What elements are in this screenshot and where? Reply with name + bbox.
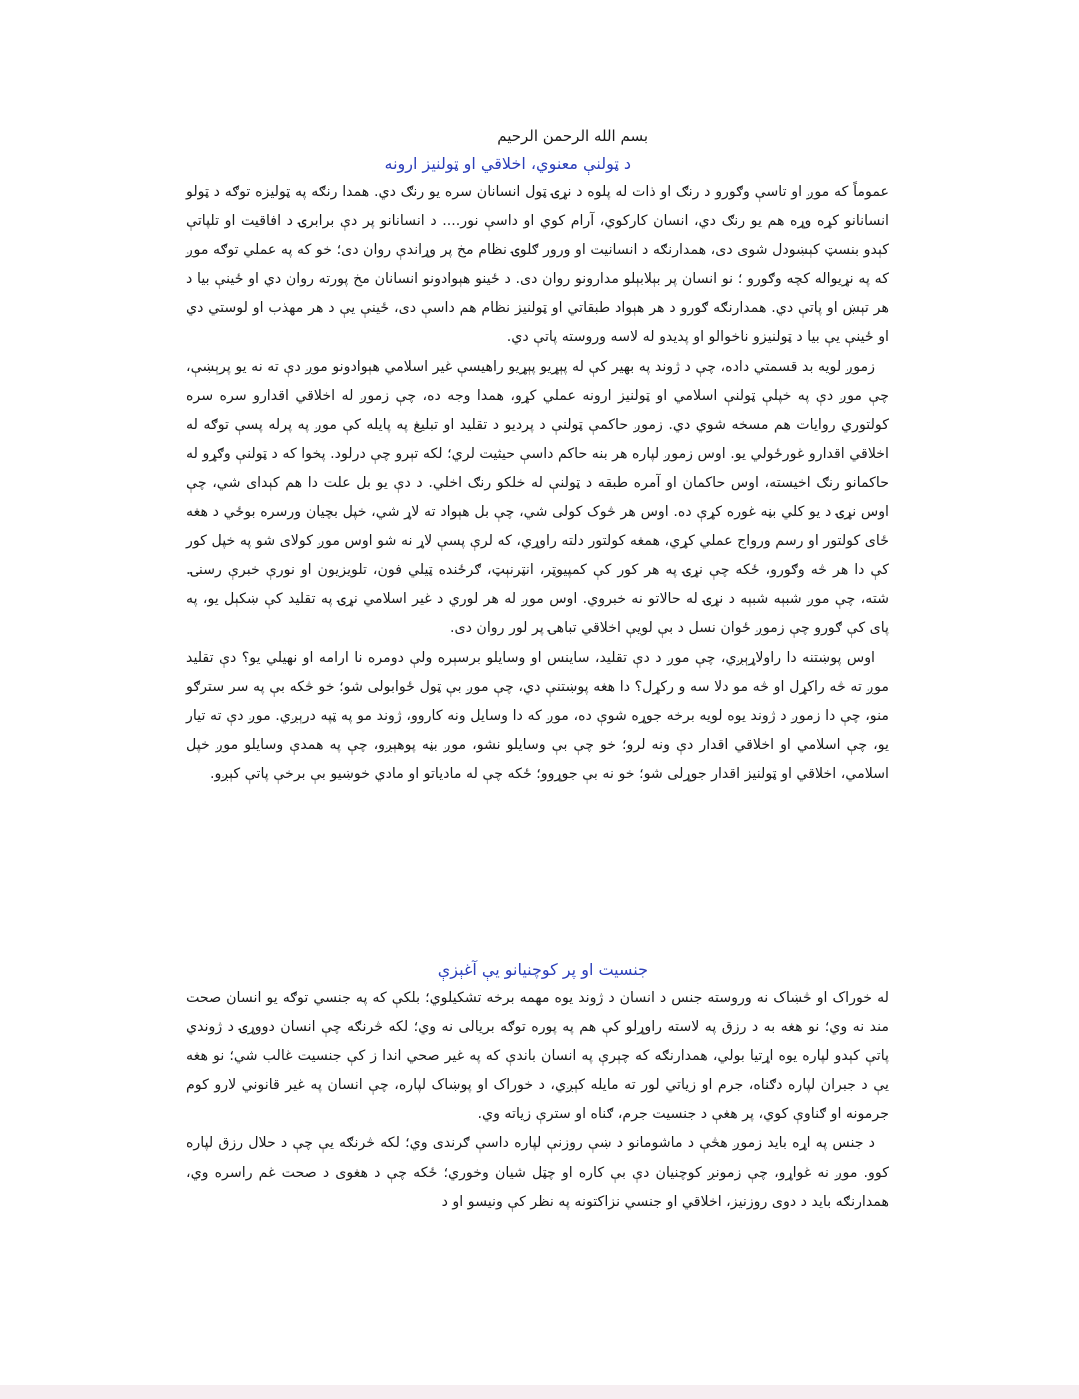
- section-1-paragraph-2: زموږ لویه بد قسمتي داده، چې د ژوند په بهیر کې له پېړیو پېړیو راهیسې غیر اسلامي هېوادونو موږ دې ته نه یو پرېښې، چې موږ دې په خپلې ټولنې اسلامي او ټولنیز ارونه عملي کړو، همدا وجه ده، چې زموږ له اخلاقي اقدارو سره سره کولتوري روایات هم مسخه شوي دي. زموږ حاکمې ټولنې د پردیو د تقلید او تبلیغ په پایله کې موږ په پرله پسې توګه له اخلاقي اقدارو غورځولي یو. اوس زموږ لپاره هر بنه حاکم داسې حیثیت لري؛ لکه تېرو چې درلود. پخوا که د ټولنې وګړو له حاکمانو رنګ اخیسته، اوس حاکمان او آمره طبقه د ټولنې له خلکو رنګ اخلي. د دې یو بل علت دا هم کېدای شي، چې اوس نړۍ د یو کلي بڼه غوره کړې ده. اوس هر څوک کولی شي، چې بل هېواد ته لاړ شي، خپل بچیان ورسره بوځي د هغه ځای کولتور او رسم ورواج عملي کړي، همغه کولتور دلته راوړي، که لرې پسې لاړ نه شو اوس موږ کولای شو په خپل کور کې دا هر څه وګورو، ځکه چې نړۍ په هر کور کې کمپیوټر، انټرنېټ، ګرځنده ټیلي فون، تلویزیون او نورې خبرې رسنۍ. شته، چې موږ شبېه شبېه د نړۍ له حالاتو نه خبروي. اوس موږ له هر لوري د غیر اسلامي نړۍ په تقلید کې ښکېل یو، په پای کې ګورو چې زموږ ځوان نسل د بې لویې اخلاقي تباهۍ پر لور روان دی.: [186, 358, 889, 637]
- section-2-paragraph-1: له خوراک او څښاک نه وروسته جنس د انسان د ژوند یوه مهمه برخه تشکیلوي؛ بلکې که په جنسي توګه یو انسان صحت مند نه وي؛ نو هغه به د رزق په لاسته راوړلو کې هم په پوره توګه بریالی نه وي؛ لکه څرنګه چې انسان دووړۍ د ژوندي پاتې کېدو لپاره یوه اړتیا بولي، همدارنګه که چېرې په انسان باندې که په غیر صحي اندا ز کې جنسیت غالب شي؛ نو هغه یې د جبران لپاره دګناه، جرم او زیاتي لور ته مایله کېږي، د خوراک او پوښاک لپاره، چې انسان په غیر قانوني لارو کوم جرمونه او ګناوې کوي، پر هغې د جنسیت جرم، ګناه او سترې زیاته وي.: [186, 990, 889, 1123]
- section-1-heading: د ټولنې معنوي، اخلاقي او ټولنیز ارونه: [384, 154, 631, 173]
- section-1-body: [186, 178, 889, 789]
- bismillah-line: بسم الله الرحمن الرحیم: [497, 127, 648, 145]
- section-1-paragraph-1: عموماً که موږ او تاسې وګورو د رنګ او ذات له پلوه د نړۍ ټول انسانان سره یو رنګ دي. همدا رنګه په ټولیزه توګه د ټولو انسانانو کړه وړه هم یو رنګ دي، انسان کارکوي، آرام کوي او داسې نور.... د انسانانو پر دې برابرۍ د افاقیت او تلپاتې کېدو بنسټ کېښودل شوی دی، همدارنګه د انسانیت او ورور ګلوۍ نظام مخ پر وړاندې روان دی؛ خو که په عملي توګه موږ که په نړیواله کچه وګورو ؛ نو انسان پر بېلابېلو مدارونو روان دی. د ځینو هېوادونو انسانان مخ پورته روان دي او ځینې بیا د هر تېښ او پاتې دي. همدارنګه ګورو د هر هېواد طبقاتي او ټولنیز نظام هم داسې دی، ځینې یې د هر مهذب او لوستي دي او ځینې یې بیا د ټولنیزو ناخوالو او پدیدو له لاسه وروسته پاتې دي.: [186, 184, 889, 346]
- section-2-body: [186, 984, 889, 1217]
- bottom-margin-strip: [0, 1385, 1079, 1399]
- section-2-paragraph-2: د جنس په اړه باید زموږ هڅې د ماشومانو د ښې روزنې لپاره داسې ګرندی وي؛ لکه څرنګه یې چې د حلال رزق لپاره کوو. موږ نه غواړو، چې زمونږ کوچنیان دې بې کاره او چټل شیان وخوري؛ ځکه چې د هغوی د صحت غم راسره وي، همدارنګه باید د دوی روزنیز، اخلاقي او جنسي نزاکتونه په نظر کې ونیسو او د: [186, 1135, 889, 1210]
- section-2-heading: جنسیت او پر کوچنیانو یې آغېزې: [437, 960, 648, 979]
- section-1-paragraph-3: اوس پوښتنه دا راولاړېږي، چې موږ د دې تقلید، ساینس او وسایلو برسېره ولې دومره نا ارامه او نهیلي یو؟ دې تقلید موږ ته څه راکړل او څه مو دلا سه و رکړل؟ دا هغه پوښتنې دي، چې موږ بې ټول ځوابولی شو؛ خو څکه بې په سر سترګو منو، چې دا زموږ د ژوند یوه لویه برخه جوړه شوې ده، موږ که دا وسایل ونه کاروو، ژوند مو په ټپه درېږي. موږ دې ته تیار یو، چې اسلامي او اخلاقي اقدار دې ونه لرو؛ خو چې بې وسایلو نشو، موږ بڼه پوهېږو، چې په همدې وسایلو موږ خپل اسلامي، اخلاقي او ټولنیز اقدار جوړلی شو؛ خو نه بې جوړوو؛ ځکه چې له مادیاتو او مادي خوښیو بې برخې پاتې کېږو.: [186, 649, 889, 782]
